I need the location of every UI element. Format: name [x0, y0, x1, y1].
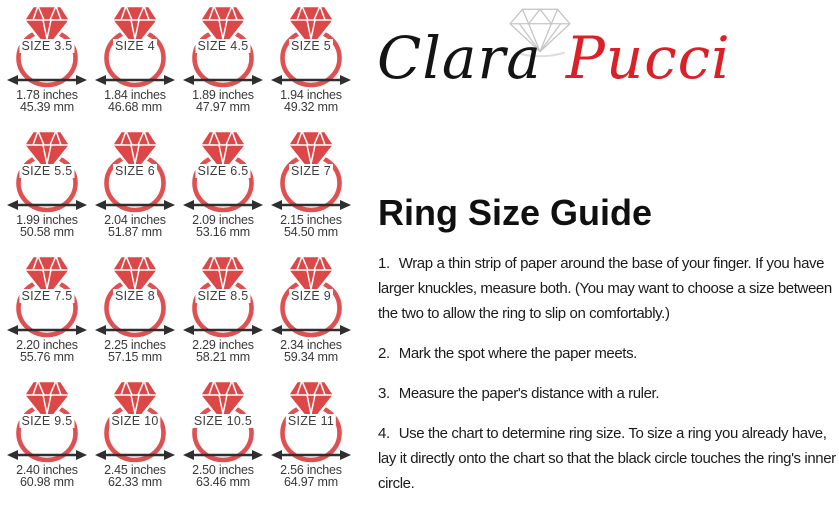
diameter-arrow-icon [3, 73, 91, 87]
diameter-arrow-icon [3, 448, 91, 462]
measurement-mm: 47.97 mm [196, 99, 250, 114]
step-number: 3. [378, 385, 390, 402]
diameter-arrow-icon [3, 198, 91, 212]
ring-size-label: SIZE 10.5 [193, 414, 253, 428]
ring-size-cell [3, 250, 91, 375]
measurements [91, 90, 179, 113]
measurements [179, 90, 267, 113]
measurement-inches: 2.09 inches [192, 213, 254, 227]
measurement-inches: 2.29 inches [192, 338, 254, 352]
ring-size-cell [91, 375, 179, 500]
ring-diagram [91, 128, 179, 214]
ring-size-label: SIZE 7 [290, 164, 332, 178]
ring-size-cell [179, 125, 267, 250]
measurements [267, 340, 355, 363]
measurement-mm: 54.50 mm [284, 224, 338, 239]
measurement-mm: 45.39 mm [20, 99, 74, 114]
measurement-mm: 51.87 mm [108, 224, 162, 239]
ring-diagram [91, 253, 179, 339]
step-number: 4. [378, 425, 390, 442]
ring-size-label: SIZE 8.5 [197, 289, 249, 303]
ring-size-cell [91, 250, 179, 375]
ring-diagram [91, 3, 179, 89]
ring-size-label: SIZE 9 [290, 289, 332, 303]
measurements [91, 215, 179, 238]
measurement-inches: 1.84 inches [104, 88, 166, 102]
step-text: Measure the paper's distance with a ruler. [398, 385, 660, 402]
measurement-mm: 64.97 mm [284, 474, 338, 489]
ring-size-label: SIZE 10 [111, 414, 159, 428]
measurement-mm: 55.76 mm [20, 349, 74, 364]
guide-title: Ring Size Guide [378, 192, 653, 233]
measurements [91, 465, 179, 488]
ring-size-cell [267, 125, 355, 250]
instruction-step-3 [378, 381, 838, 406]
measurement-mm: 62.33 mm [108, 474, 162, 489]
measurement-mm: 59.34 mm [284, 349, 338, 364]
measurements [91, 340, 179, 363]
brand-logo [377, 0, 837, 108]
measurement-inches: 1.94 inches [280, 88, 342, 102]
size-chart [3, 0, 355, 500]
ring-size-label: SIZE 4.5 [197, 39, 249, 53]
diameter-arrow-icon [267, 198, 355, 212]
diameter-arrow-icon [267, 323, 355, 337]
step-text: Wrap a thin strip of paper around the base of your finger. If you have larger knuckles, measure both. (You may want to choose a size between the two to allow the ring to slip on comfortably.) [378, 255, 832, 322]
measurements [3, 340, 91, 363]
ring-diagram [267, 378, 355, 464]
measurement-inches: 2.45 inches [104, 463, 166, 477]
diameter-arrow-icon [179, 198, 267, 212]
measurements [267, 90, 355, 113]
measurement-inches: 2.40 inches [16, 463, 78, 477]
diameter-arrow-icon [267, 448, 355, 462]
measurement-mm: 60.98 mm [20, 474, 74, 489]
ring-diagram [267, 253, 355, 339]
measurements [179, 215, 267, 238]
ring-size-label: SIZE 6 [114, 164, 156, 178]
ring-diagram [267, 128, 355, 214]
ring-diagram [179, 378, 267, 464]
measurement-mm: 50.58 mm [20, 224, 74, 239]
measurements [3, 465, 91, 488]
measurement-inches: 1.78 inches [16, 88, 78, 102]
measurement-mm: 49.32 mm [284, 99, 338, 114]
guide-panel [377, 0, 839, 501]
measurement-inches: 2.34 inches [280, 338, 342, 352]
diameter-arrow-icon [179, 323, 267, 337]
brand-name-second: Pucci [565, 24, 731, 92]
measurements [3, 90, 91, 113]
instruction-list [378, 251, 838, 511]
measurement-mm: 46.68 mm [108, 99, 162, 114]
ring-size-label: SIZE 9.5 [21, 414, 73, 428]
step-number: 2. [378, 345, 390, 362]
ring-diagram [179, 128, 267, 214]
measurement-mm: 63.46 mm [196, 474, 250, 489]
measurement-inches: 2.04 inches [104, 213, 166, 227]
diameter-arrow-icon [91, 198, 179, 212]
ring-size-label: SIZE 5.5 [21, 164, 73, 178]
ring-size-cell [91, 0, 179, 125]
measurement-inches: 1.99 inches [16, 213, 78, 227]
diameter-arrow-icon [179, 73, 267, 87]
diameter-arrow-icon [91, 73, 179, 87]
measurement-inches: 2.50 inches [192, 463, 254, 477]
ring-size-label: SIZE 3.5 [21, 39, 73, 53]
ring-size-cell [3, 375, 91, 500]
ring-size-cell [267, 250, 355, 375]
ring-size-cell [3, 0, 91, 125]
diameter-arrow-icon [3, 323, 91, 337]
ring-size-label: SIZE 4 [114, 39, 156, 53]
ring-size-label: SIZE 7.5 [21, 289, 73, 303]
measurement-inches: 2.25 inches [104, 338, 166, 352]
diameter-arrow-icon [91, 448, 179, 462]
ring-size-cell [3, 125, 91, 250]
ring-diagram [91, 378, 179, 464]
measurements [179, 465, 267, 488]
ring-diagram [3, 128, 91, 214]
ring-size-label: SIZE 11 [287, 414, 335, 428]
brand-name-first: Clara [377, 24, 542, 92]
measurement-mm: 57.15 mm [108, 349, 162, 364]
step-number: 1. [378, 255, 390, 272]
ring-size-label: SIZE 6.5 [197, 164, 249, 178]
measurement-inches: 2.56 inches [280, 463, 342, 477]
step-text: Use the chart to determine ring size. To size a ring you already have, lay it directly onto the chart so that the black circle touches the ring's inner circle. [378, 425, 836, 492]
ring-size-cell [91, 125, 179, 250]
ring-size-cell [179, 375, 267, 500]
ring-size-cell [267, 0, 355, 125]
ring-size-cell [267, 375, 355, 500]
instruction-step-1 [378, 251, 838, 326]
brand-name [377, 26, 731, 90]
instruction-step-2 [378, 341, 838, 366]
ring-diagram [3, 253, 91, 339]
ring-size-cell [179, 0, 267, 125]
diameter-arrow-icon [179, 448, 267, 462]
ring-size-cell [179, 250, 267, 375]
instruction-step-4 [378, 421, 838, 496]
ring-diagram [179, 3, 267, 89]
ring-size-label: SIZE 8 [114, 289, 156, 303]
diameter-arrow-icon [91, 323, 179, 337]
step-text: Mark the spot where the paper meets. [398, 345, 637, 362]
ring-diagram [267, 3, 355, 89]
measurements [267, 465, 355, 488]
measurement-inches: 1.89 inches [192, 88, 254, 102]
measurements [267, 215, 355, 238]
measurement-inches: 2.15 inches [280, 213, 342, 227]
measurement-mm: 53.16 mm [196, 224, 250, 239]
diameter-arrow-icon [267, 73, 355, 87]
ring-diagram [3, 3, 91, 89]
ring-size-label: SIZE 5 [290, 39, 332, 53]
ring-diagram [179, 253, 267, 339]
ring-diagram [3, 378, 91, 464]
measurements [3, 215, 91, 238]
measurements [179, 340, 267, 363]
measurement-mm: 58.21 mm [196, 349, 250, 364]
measurement-inches: 2.20 inches [16, 338, 78, 352]
